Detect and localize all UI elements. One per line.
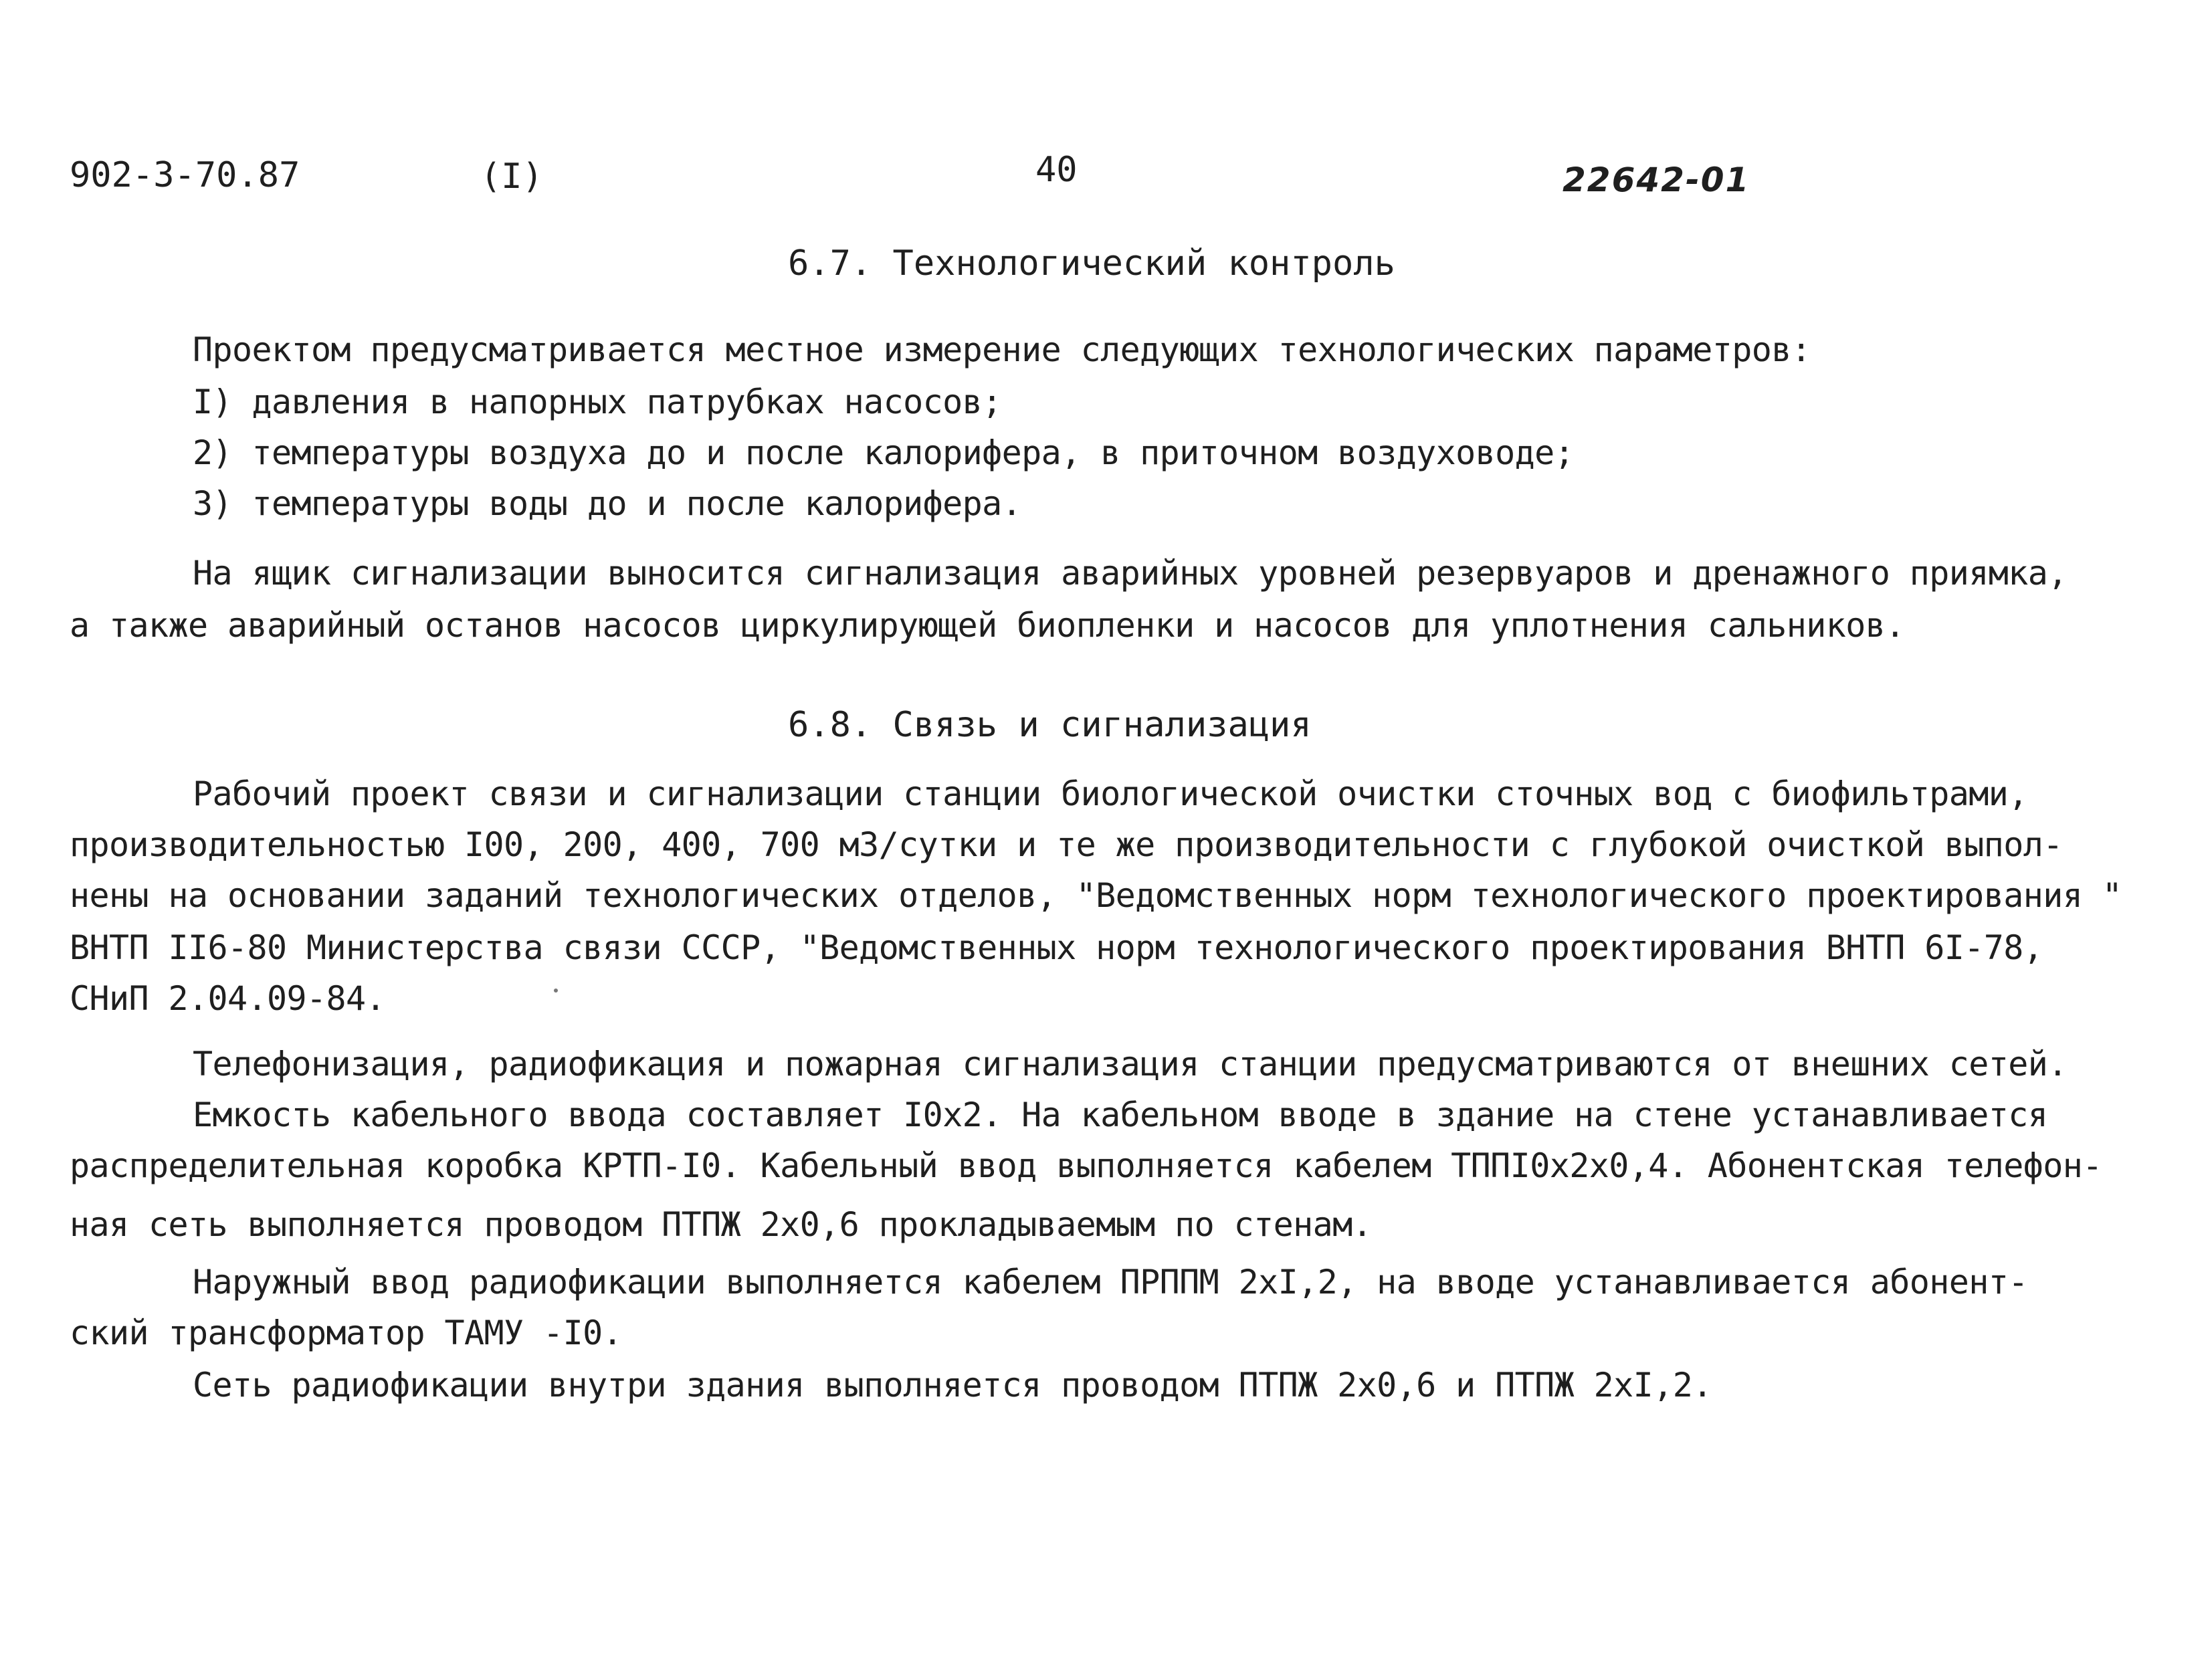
paragraph-line: распределительная коробка КРТП-I0. Кабельный ввод выполняется кабелем ТППI0х2х0,4. Абонентская телефон- xyxy=(70,1146,2102,1185)
scan-speck xyxy=(554,989,558,993)
page-number: 40 xyxy=(1035,150,1078,190)
section-heading-technological-control: 6.7. Технологический контроль xyxy=(788,243,1395,284)
paragraph-line: Рабочий проект связи и сигнализации станции биологической очистки сточных вод с биофильтрами, xyxy=(193,774,2028,813)
paragraph-line: ВНТП II6-80 Министерства связи СССР, "Ведомственных норм технологического проектирования ВНТП 6I-78, xyxy=(70,928,2043,967)
list-item: 3) температуры воды до и после калорифера. xyxy=(193,484,1022,523)
paragraph-line: нены на основании заданий технологических отделов, "Ведомственных норм технологического проектирования " xyxy=(70,876,2122,915)
paragraph-line: Сеть радиофикации внутри здания выполняется проводом ПТПЖ 2х0,6 и ПТПЖ 2хI,2. xyxy=(193,1366,1712,1405)
section-heading-communication-signaling: 6.8. Связь и сигнализация xyxy=(788,705,1312,745)
paragraph-line: Емкость кабельного ввода составляет I0х2. На кабельном вводе в здание на стене устанавливается xyxy=(193,1096,2048,1134)
document-code: 902-3-70.87 xyxy=(70,155,300,195)
document-variant: (I) xyxy=(480,157,543,197)
paragraph-line: Телефонизация, радиофикация и пожарная сигнализация станции предусматриваются от внешних сетей. xyxy=(193,1045,2068,1083)
archive-number: 22642-01 xyxy=(1563,161,1750,199)
paragraph-line: Проектом предусматривается местное измерение следующих технологических параметров: xyxy=(193,330,1811,369)
paragraph-line: ная сеть выполняется проводом ПТПЖ 2х0,6 прокладываемым по стенам. xyxy=(70,1205,1373,1244)
paragraph-line: производительностью I00, 200, 400, 700 м3/сутки и те же производительности с глубокой очисткой выпол- xyxy=(70,825,2063,864)
paragraph-line: ский трансформатор ТАМУ -I0. xyxy=(70,1314,623,1352)
paragraph-line: На ящик сигнализации выносится сигнализация аварийных уровней резервуаров и дренажного приямка, xyxy=(193,554,2068,593)
paragraph-line: Наружный ввод радиофикации выполняется кабелем ПРППМ 2хI,2, на вводе устанавливается абонент- xyxy=(193,1263,2028,1302)
paragraph-line: а также аварийный останов насосов циркулирующей биопленки и насосов для уплотнения сальников. xyxy=(70,606,1905,645)
list-item: 2) температуры воздуха до и после калорифера, в приточном воздуховоде; xyxy=(193,433,1575,472)
paragraph-line: СНиП 2.04.09-84. xyxy=(70,979,386,1018)
list-item: I) давления в напорных патрубках насосов; xyxy=(193,383,1002,421)
